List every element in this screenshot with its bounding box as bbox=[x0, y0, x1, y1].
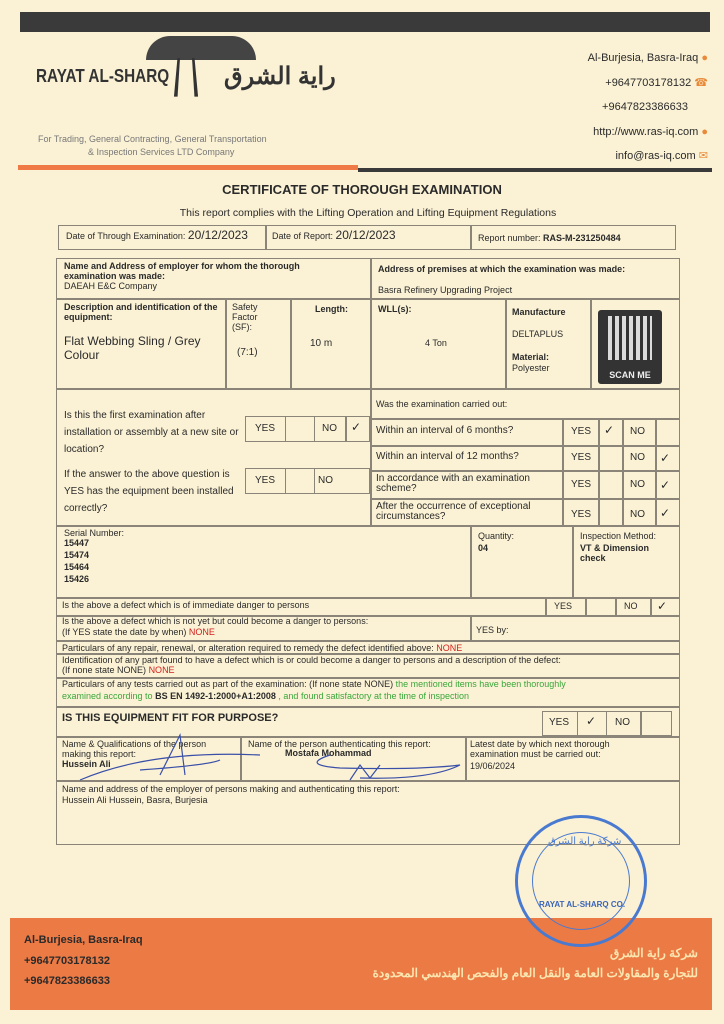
company-stamp: شركة راية الشرق RAYAT AL-SHARQ CO. bbox=[515, 815, 647, 947]
header-divider-dark bbox=[358, 168, 712, 172]
signature-auth bbox=[300, 750, 470, 785]
subtitle: This report complies with the Lifting Operation and Lifting Equipment Regulations bbox=[179, 207, 557, 219]
logo: RAYAT AL-SHARQ راية الشرق bbox=[36, 40, 336, 120]
contact-block: Al-Burjesia, Basra-Iraq ● +9647703178132 ☎ +9647823386633 http://www.ras-iq.com ● info@ras-iq.com ✉ bbox=[587, 52, 708, 162]
phone-icon: ☎ bbox=[694, 76, 708, 89]
signature-maker bbox=[60, 730, 260, 785]
globe-icon: ● bbox=[701, 125, 708, 138]
page-title: CERTIFICATE OF THOROUGH EXAMINATION bbox=[222, 182, 502, 197]
derrick-icon bbox=[174, 58, 198, 97]
qr-code[interactable]: SCAN ME bbox=[598, 310, 662, 384]
footer: Al-Burjesia, Basra-Iraq +9647703178132 +9647823386633 شركة راية الشرق للتجارة والمقاولات العامة والنقل العام والفحص الهندسي المحدودة bbox=[10, 918, 712, 1010]
top-bar bbox=[20, 12, 710, 32]
gear-icon bbox=[146, 36, 256, 60]
qr-pattern bbox=[608, 316, 652, 360]
check-no: ✓ bbox=[351, 420, 362, 434]
mail-icon: ✉ bbox=[698, 150, 708, 162]
location-icon: ● bbox=[701, 52, 708, 64]
header-divider bbox=[18, 165, 358, 170]
